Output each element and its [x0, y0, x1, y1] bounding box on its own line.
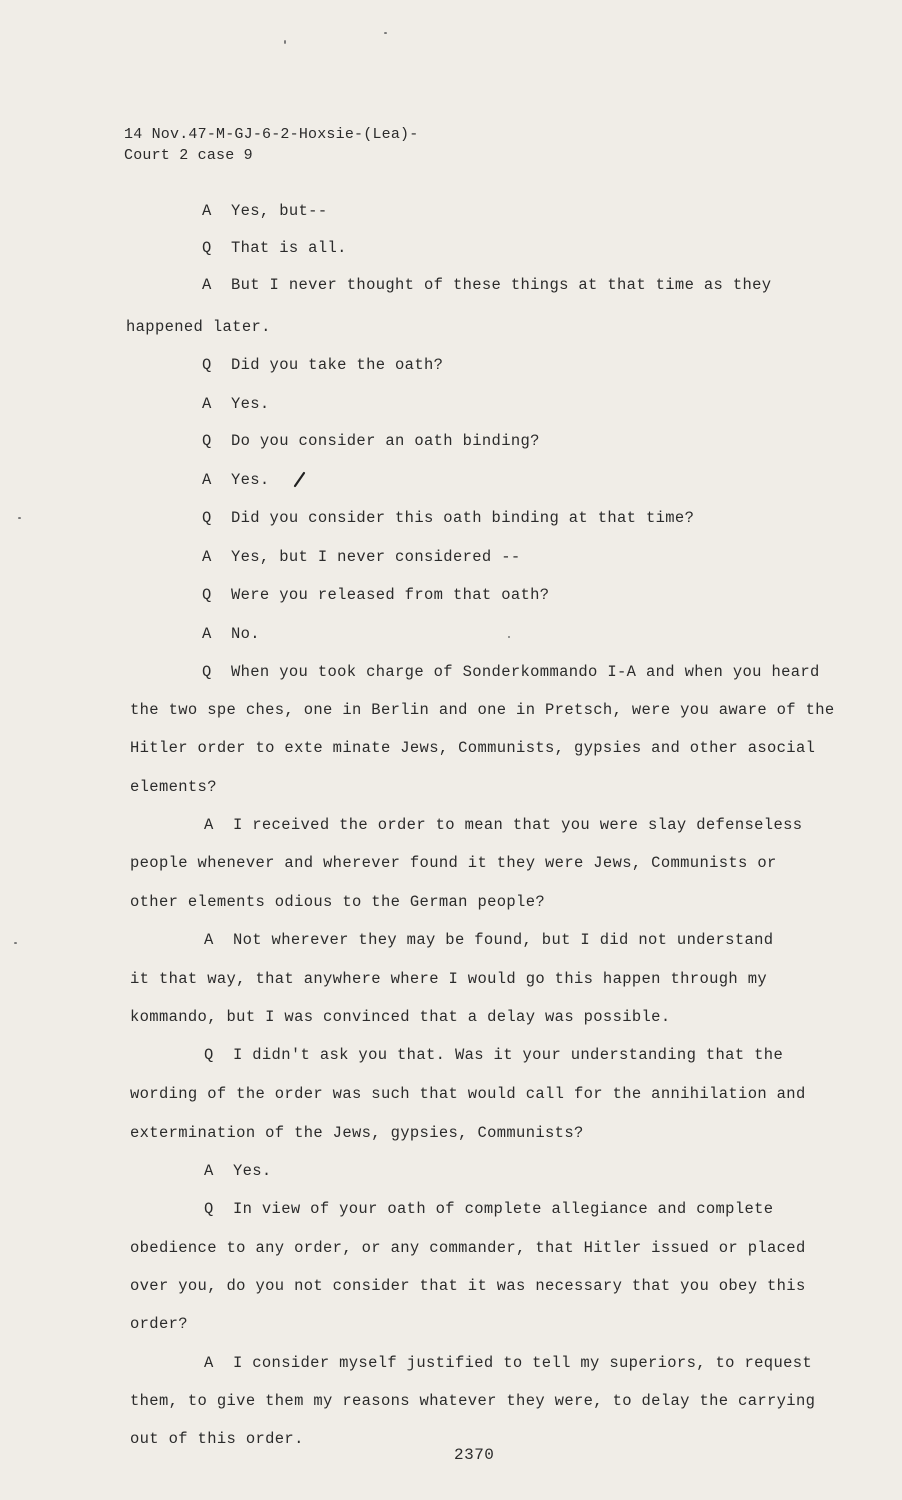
transcript-line: A Yes. — [202, 471, 270, 489]
transcript-line: A Yes. — [202, 395, 270, 413]
transcript-line: Q Were you released from that oath? — [202, 586, 550, 604]
transcript-line: wording of the order was such that would call for the annihilation and — [130, 1085, 806, 1103]
transcript-line: elements? — [130, 778, 217, 796]
transcript-line: people whenever and wherever found it they were Jews, Communists or — [130, 854, 777, 872]
document-header — [124, 124, 418, 166]
transcript-line: A Not wherever they may be found, but I did not understand — [204, 931, 774, 949]
transcript-line: A I received the order to mean that you were slay defenseless — [204, 816, 803, 834]
transcript-line: extermination of the Jews, gypsies, Communists? — [130, 1124, 584, 1142]
transcript-line: Q That is all. — [202, 239, 347, 257]
transcript-line: it that way, that anywhere where I would go this happen through my — [130, 970, 767, 988]
transcript-line: happened later. — [126, 318, 271, 336]
transcript-line: Q In view of your oath of complete allegiance and complete — [204, 1200, 774, 1218]
transcript-line: A I consider myself justified to tell my superiors, to request — [204, 1354, 813, 1372]
transcript-line: Q I didn't ask you that. Was it your understanding that the — [204, 1046, 784, 1064]
paper-speck — [14, 942, 17, 944]
transcript-line: other elements odious to the German people? — [130, 893, 546, 911]
transcript-line: A Yes, but-- — [202, 202, 328, 220]
transcript-line: obedience to any order, or any commander, that Hitler issued or placed — [130, 1239, 806, 1257]
paper-speck — [18, 517, 21, 519]
transcript-line: out of this order. — [130, 1430, 304, 1448]
transcript-line: Hitler order to exte minate Jews, Communists, gypsies and other asocial — [130, 739, 816, 757]
header-reference: 14 Nov.47-M-GJ-6-2-Hoxsie-(Lea)- — [124, 126, 419, 143]
pen-mark-icon — [292, 470, 308, 488]
transcript-line: over you, do you not consider that it was necessary that you obey this — [130, 1277, 806, 1295]
transcript-line: the two spe ches, one in Berlin and one in Pretsch, were you aware of the — [130, 701, 835, 719]
transcript-line: A No. — [202, 625, 260, 643]
transcript-line: order? — [130, 1315, 188, 1333]
paper-speck — [384, 32, 387, 34]
transcript-line: Q Did you take the oath? — [202, 356, 444, 374]
transcript-line: Q Did you consider this oath binding at that time? — [202, 509, 695, 527]
transcript-line: Q When you took charge of Sonderkommando I-A and when you heard — [202, 663, 820, 681]
transcript-line: kommando, but I was convinced that a delay was possible. — [130, 1008, 671, 1026]
transcript-line: Q Do you consider an oath binding? — [202, 432, 540, 450]
transcript-line: A Yes. — [204, 1162, 272, 1180]
page-number: 2370 — [454, 1446, 495, 1464]
header-court-case: Court 2 case 9 — [124, 147, 253, 164]
transcript-line: A Yes, but I never considered -- — [202, 548, 521, 566]
paper-speck — [508, 636, 510, 638]
paper-speck — [284, 40, 286, 44]
transcript-line: them, to give them my reasons whatever they were, to delay the carrying — [130, 1392, 816, 1410]
transcript-line: A But I never thought of these things at that time as they — [202, 276, 772, 294]
